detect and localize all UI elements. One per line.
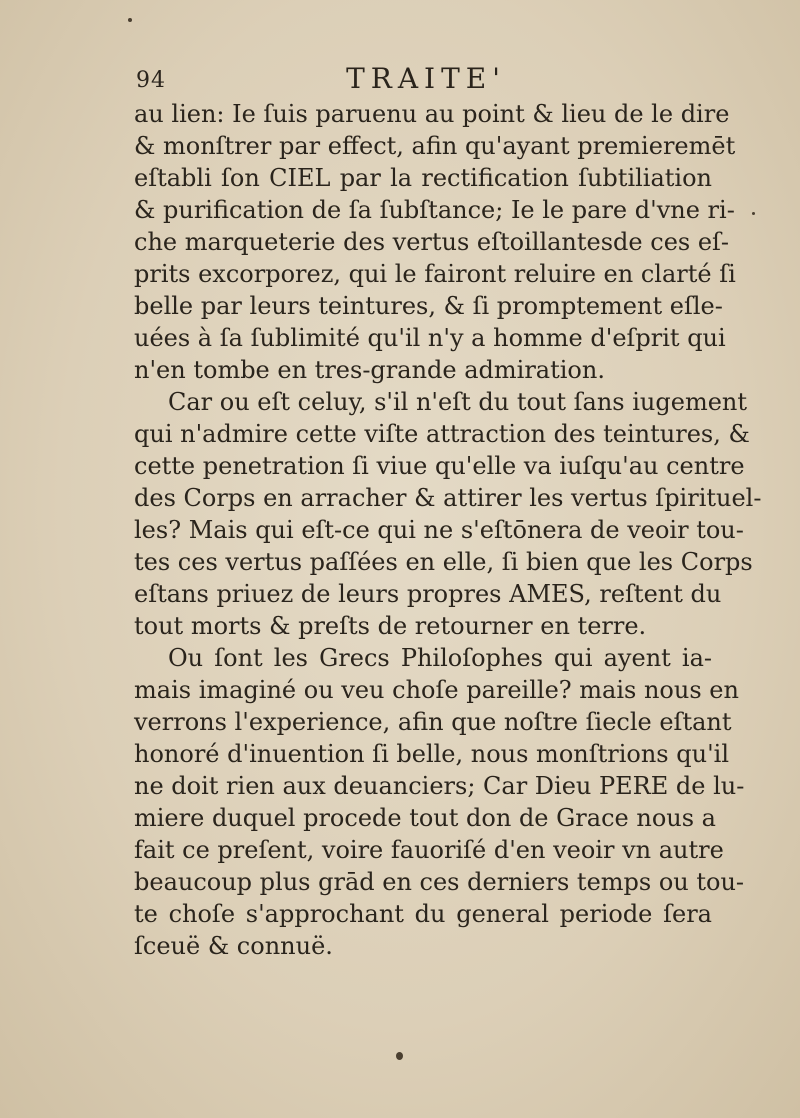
text-line: eſtans priuez de leurs propres AMES, reſtent du xyxy=(134,580,722,608)
text-line: honoré d'inuention ſi belle, nous monſtrions qu'il xyxy=(134,740,730,768)
ink-speck xyxy=(128,18,132,22)
text-line: tout morts & preſts de retourner en terre. xyxy=(134,612,647,640)
text-line: te choſe s'approchant du general periode ſera xyxy=(134,900,712,928)
ink-speck xyxy=(396,1052,403,1060)
page-header xyxy=(136,58,716,98)
text-line: & monſtrer par effect, afin qu'ayant premieremēt xyxy=(134,132,736,160)
text-line: Car ou eſt celuy, s'il n'eſt du tout ſans iugement xyxy=(168,388,748,416)
text-line: ne doit rien aux deuanciers; Car Dieu PERE de lu- xyxy=(134,772,745,800)
text-line: che marqueterie des vertus eſtoillantesde ces eſ- xyxy=(134,228,730,256)
text-line: ſceuë & connuë. xyxy=(134,932,333,960)
ink-speck xyxy=(752,212,755,215)
text-line: au lien: Ie ſuis paruenu au point & lieu de le dire xyxy=(134,100,730,128)
text-line: Ou ſont les Grecs Philoſophes qui ayent ia- xyxy=(168,644,712,672)
text-line: cette penetration ſi viue qu'elle va iuſqu'au centre xyxy=(134,452,745,480)
text-line: mais imaginé ou veu choſe pareille? mais nous en xyxy=(134,676,739,704)
text-line: miere duquel procede tout don de Grace nous a xyxy=(134,804,716,832)
text-line: uées à ſa ſublimité qu'il n'y a homme d'eſprit qui xyxy=(134,324,726,352)
body-text xyxy=(134,98,762,962)
text-line: tes ces vertus paſſées en elle, ſi bien que les Corps xyxy=(134,548,753,576)
page-number: 94 xyxy=(136,68,166,93)
text-line: & purification de ſa ſubſtance; Ie le pare d'vne ri- xyxy=(134,196,735,224)
text-line: qui n'admire cette viſte attraction des teintures, & xyxy=(134,420,750,448)
text-line: les? Mais qui eſt-ce qui ne s'eſtōnera de veoir tou- xyxy=(134,516,744,544)
text-line: eſtabli ſon CIEL par la rectification ſubtiliation xyxy=(134,164,712,192)
text-line: n'en tombe en tres-grande admiration. xyxy=(134,356,605,384)
text-line: fait ce preſent, voire fauoriſé d'en veoir vn autre xyxy=(134,836,724,864)
text-line: beaucoup plus grād en ces derniers temps ou tou- xyxy=(134,868,745,896)
text-line: verrons l'experience, afin que noſtre ſiecle eſtant xyxy=(134,708,732,736)
text-line: des Corps en arracher & attirer les vertus ſpirituel- xyxy=(134,484,762,512)
text-line: belle par leurs teintures, & ſi promptement eſle- xyxy=(134,292,723,320)
text-line: prits excorporez, qui le fairont reluire en clarté ſi xyxy=(134,260,736,288)
running-title: TRAITE' xyxy=(346,62,506,95)
